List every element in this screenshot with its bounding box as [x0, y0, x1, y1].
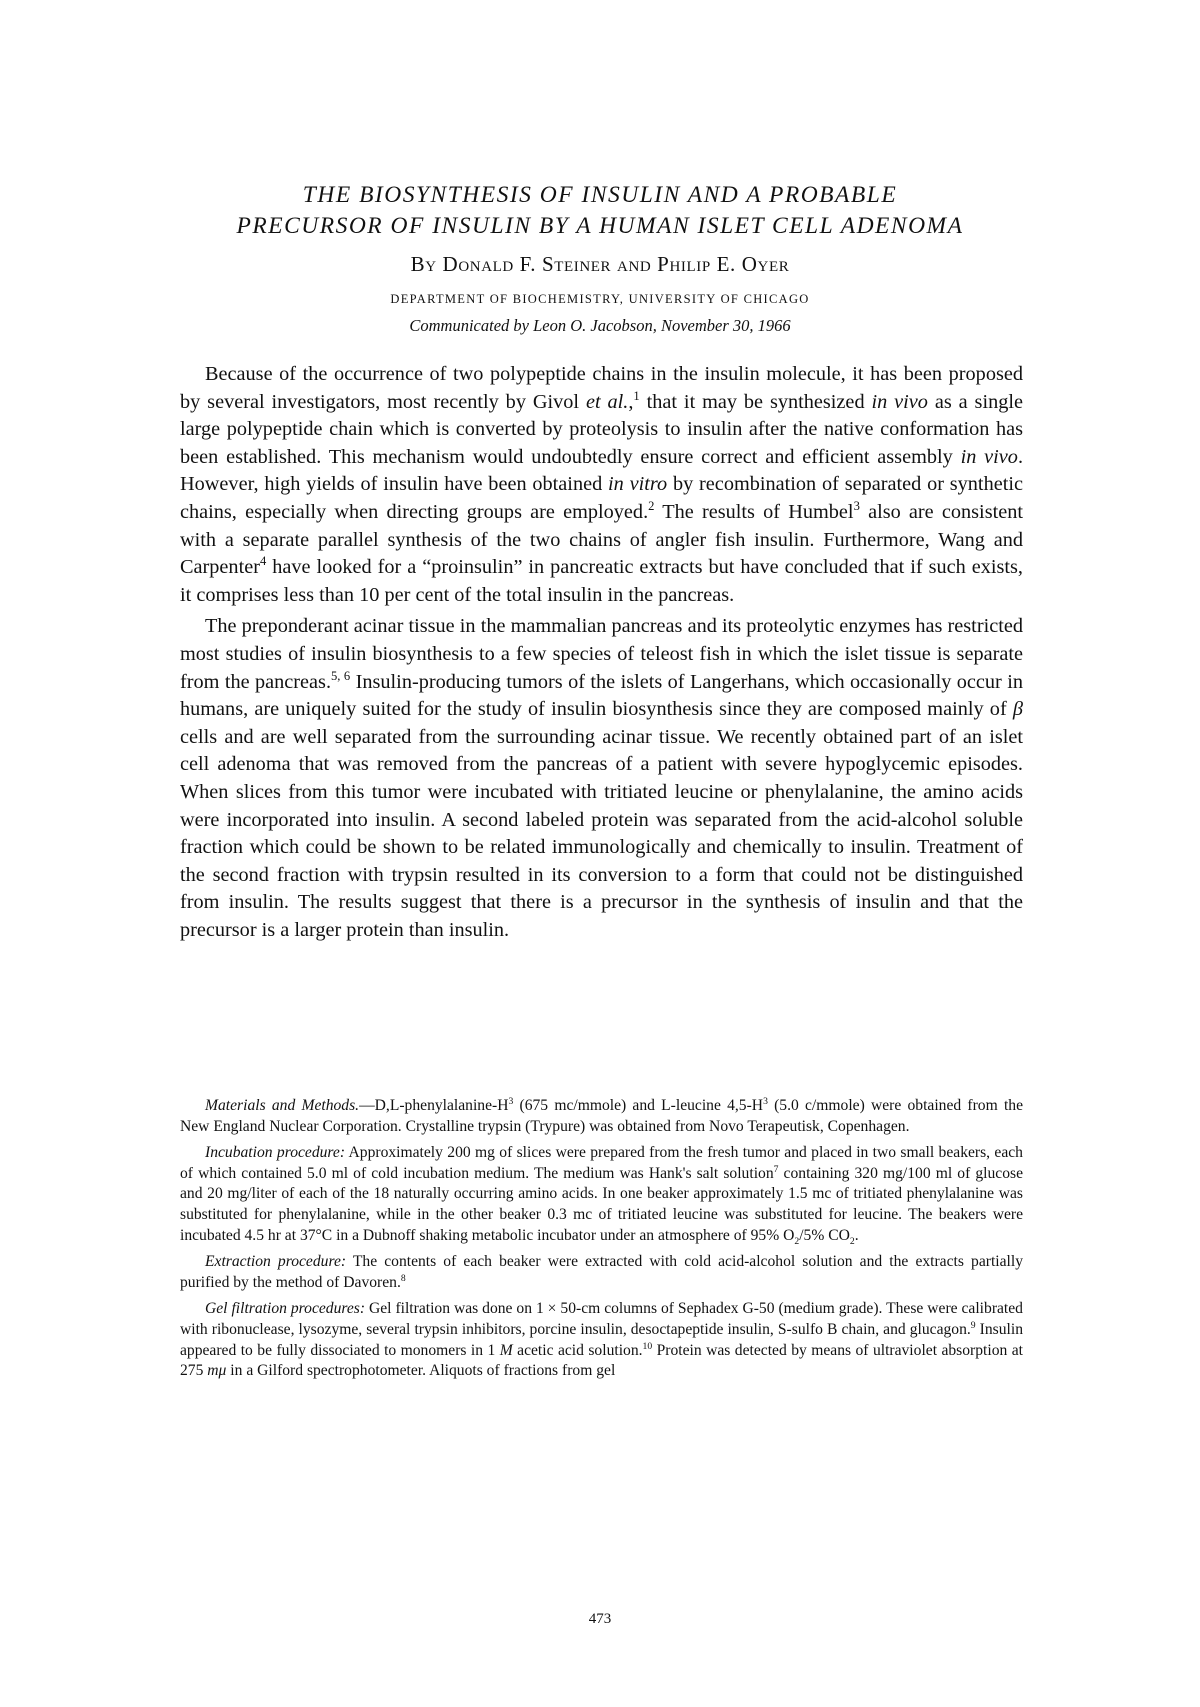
text-run: —D,L-phenylalanine-H [359, 1097, 509, 1114]
paragraph-2 [180, 613, 1023, 944]
section-heading: Gel filtration procedures: [205, 1300, 366, 1318]
italic-run: in vitro [608, 473, 668, 496]
text-run: Approximately 200 mg of slices were prepared from the fresh tumor and placed in two small beakers, each of which contained 5.0 ml of cold incubation medium. The medium was Hank's salt solution [180, 1144, 1023, 1182]
text-run: The contents of each beaker were extracted with cold acid-alcohol solution and the extracts partially purified by the method of Davoren. [180, 1253, 1023, 1291]
paragraph-1 [180, 361, 1023, 609]
section-heading: Materials and Methods. [205, 1097, 360, 1114]
text-run: by recombination of separated or synthetic chains, especially when directing groups are employed. [180, 473, 1023, 523]
italic-run: in vivo [960, 445, 1018, 468]
subscript: 2 [849, 1235, 855, 1247]
text-run: (675 mc/mmole) and L-leucine 4,5-H [513, 1097, 764, 1114]
text-run: in a Gilford spectrophotometer. Aliquots of fractions from gel [226, 1362, 616, 1380]
text-run: Insulin-producing tumors of the islets of Langerhans, which occasionally occur in humans, are uniquely suited for the study of insulin biosynthesis since they are composed mainly of [180, 670, 1023, 721]
text-run: /5% CO [799, 1226, 850, 1244]
reference-marker: 7 [773, 1163, 779, 1175]
text-run: , [628, 390, 634, 413]
reference-marker: 10 [642, 1340, 653, 1352]
methods-paragraph [180, 1096, 1023, 1137]
text-run: . However, high yields of insulin have been obtained [180, 445, 1024, 496]
extraction-paragraph [180, 1252, 1023, 1293]
section-heading: Extraction procedure: [205, 1253, 347, 1271]
text-run: containing 320 mg/100 ml of glucose and 20 mg/liter of each of the 18 naturally occurring amino acids. In one beaker approximately 1.5 mc of tritiated phenylalanine was substituted for phenylalanine, while in the other beaker 0.3 mc of tritiated leucine was substituted for leucine. The beakers were incubated 4.5 hr at 37°C in a Dubnoff shaking metabolic incubator under an atmosphere of 95% O [180, 1164, 1024, 1244]
page-number: 473 [588, 1611, 612, 1627]
text-run: that it may be synthesized [639, 390, 872, 413]
text-run: Protein was detected by means of ultraviolet absorption at 275 [180, 1341, 1023, 1380]
text-run: cells and are well separated from the surrounding acinar tissue. We recently obtained part of an islet cell adenoma that was removed from the pancreas of a patient with severe hypoglycemic episodes. When slices from this tumor were incubated with tritiated leucine or phenylalanine, the amino acids were incorporated into insulin. A second labeled protein was separated from the acid-alcohol soluble fraction which could be shown to be related immunologically and chemically to insulin. Treatment of the second fraction with trypsin resulted in its conversion to a form that could not be distinguished from insulin. The results suggest that there is a precursor in the synthesis of insulin and that the precursor is a larger protein than insulin. [180, 725, 1023, 941]
section-heading: Incubation procedure: [205, 1144, 346, 1162]
text-run: have looked for a “proinsulin” in pancreatic extracts but have concluded that if such exists, it comprises less than 10 per cent of the total insulin in the pancreas. [180, 556, 1023, 606]
text-run: as a single large polypeptide chain which is converted by proteolysis to insulin after the native conformation has been established. This mechanism would undoubtedly ensure correct and efficient assembly [180, 390, 1023, 468]
italic-run: M [499, 1341, 513, 1359]
methods-section [180, 1096, 1023, 1388]
reference-marker: 4 [259, 554, 267, 569]
reference-marker: 3 [853, 499, 860, 514]
superscript: 3 [763, 1095, 768, 1107]
title-line-1: THE BIOSYNTHESIS OF INSULIN AND A PROBABLE [302, 182, 898, 208]
incubation-paragraph [180, 1143, 1023, 1246]
author-line: By Donald F. Steiner and Philip E. Oyer [410, 252, 790, 276]
superscript: 3 [508, 1095, 514, 1107]
reference-marker: 2 [648, 499, 655, 514]
article-title [150, 180, 1050, 242]
text-run: The preponderant acinar tissue in the mammalian pancreas and its proteolytic enzymes has restricted most studies of insulin biosynthesis to a few species of teleost fish in which the islet tissue is separate from the pancreas. [180, 615, 1023, 693]
affiliation: DEPARTMENT OF BIOCHEMISTRY, UNIVERSITY OF CHICAGO [390, 292, 810, 306]
reference-marker: 9 [970, 1319, 976, 1331]
communication-note: Communicated by Leon O. Jacobson, November 30, 1966 [409, 316, 791, 335]
text-run: (5.0 c/mmole) were obtained from the New England Nuclear Corporation. Crystalline trypsin (Trypure) was obtained from Novo Terapeutisk, Copenhagen. [180, 1097, 1023, 1135]
text-run: . [854, 1226, 859, 1244]
italic-run: mμ [207, 1362, 227, 1380]
reference-marker: 8 [400, 1272, 406, 1284]
text-run: also are consistent with a separate parallel synthesis of the two chains of angler fish insulin. Furthermore, Wang and Carpenter [180, 500, 1023, 579]
reference-marker: 1 [633, 388, 640, 403]
gel-filtration-paragraph [180, 1299, 1023, 1381]
italic-run: in vivo [871, 390, 928, 413]
text-run: Insulin appeared to be fully dissociated to monomers in 1 [180, 1320, 1023, 1359]
main-text [180, 361, 1023, 948]
title-line-2: PRECURSOR OF INSULIN BY A HUMAN ISLET CELL ADENOMA [236, 213, 964, 239]
text-run: acetic acid solution. [512, 1341, 643, 1359]
subscript: 2 [794, 1235, 800, 1247]
text-run: Gel filtration was done on 1 × 50-cm columns of Sephadex G-50 (medium grade). These were calibrated with ribonuclease, lysozyme, several trypsin inhibitors, porcine insulin, desoctapeptide insulin, S-sulfo B chain, and glucagon. [180, 1300, 1023, 1338]
italic-run: et al. [585, 390, 629, 413]
text-run: Because of the occurrence of two polypeptide chains in the insulin molecule, it has been proposed by several investigators, most recently by Givol [180, 363, 1023, 413]
italic-run: β [1012, 698, 1023, 721]
text-run: The results of Humbel [654, 500, 854, 523]
reference-marker: 5, 6 [331, 668, 351, 683]
